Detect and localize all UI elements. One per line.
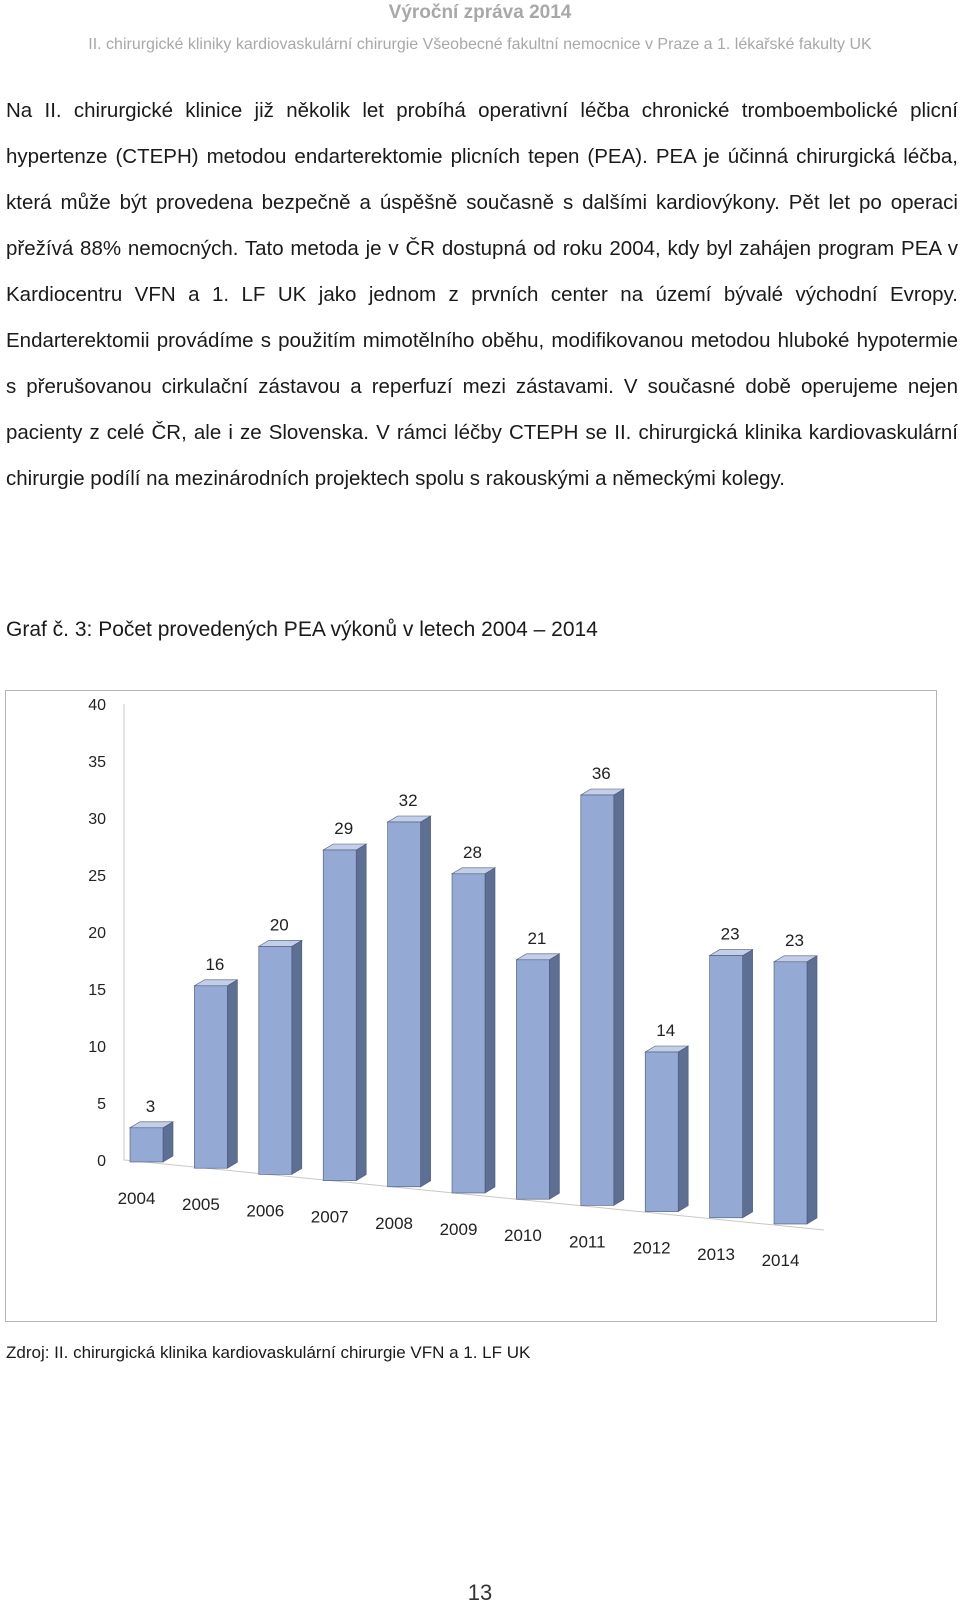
data-label: 23 (785, 930, 804, 950)
chart-container (5, 690, 937, 1322)
x-tick-label: 2011 (569, 1232, 606, 1252)
body-text (6, 88, 958, 502)
y-tick-label: 15 (88, 982, 106, 999)
report-title: Výroční zpráva 2014 (388, 2, 572, 23)
bar-side (292, 940, 302, 1174)
bar (323, 850, 356, 1181)
x-tick-label: 2005 (181, 1195, 220, 1215)
x-tick-label: 2007 (310, 1207, 349, 1227)
data-label: 14 (656, 1021, 676, 1040)
bar (581, 795, 614, 1205)
bar-side (614, 789, 624, 1205)
bar-side (485, 868, 495, 1193)
bar-side (421, 816, 431, 1187)
body-paragraph: Na II. chirurgické klinice již několik let probíhá operativní léčba chronické tromboembolické plicní hypertenze (CTEPH) metodou endarterektomie plicních tepen (PEA). PEA je účinná chirurgická léčba, která může být provedena bezpečně a úspěšně současně s dalšími kardiovýkony. Pět let po operaci přežívá 88% nemocných. Tato metoda je v ČR dostupná od roku 2004, kdy byl zahájen program PEA v Kardiocentru VFN a 1. LF UK jako jednom z prvních center na území bývalé východní Evropy. Endarterektomii provádíme s použitím mimotělního oběhu, modifikovanou metodou hluboké hypotermie s přerušovanou cirkulační zástavou a reperfuzí mezi zástavami. V současné době operujeme nejen pacienty z celé ČR, ale i ze Slovenska. V rámci léčby CTEPH se II. chirurgická klinika kardiovaskulární chirurgie podílí na mezinárodních projektech spolu s rakouskými a německými kolegy. (6, 99, 958, 490)
x-tick-label: 2004 (117, 1189, 156, 1208)
data-label: 3 (145, 1096, 156, 1116)
figure-caption: Graf č. 3: Počet provedených PEA výkonů v letech 2004 – 2014 (6, 618, 598, 641)
x-tick-label: 2008 (375, 1213, 414, 1233)
bar-chart (6, 691, 936, 1321)
y-tick-label: 20 (88, 925, 106, 942)
bar-side (356, 844, 366, 1181)
bar (774, 962, 807, 1224)
x-tick-label: 2012 (632, 1238, 671, 1258)
data-label: 16 (205, 954, 225, 974)
bar (194, 986, 227, 1168)
x-tick-label: 2009 (439, 1220, 478, 1239)
x-tick-label: 2006 (246, 1201, 285, 1221)
data-label: 28 (463, 842, 482, 862)
bar-side (807, 956, 817, 1224)
bar (388, 822, 421, 1187)
bar-side (743, 950, 753, 1218)
bar (130, 1128, 163, 1162)
data-label: 21 (527, 928, 547, 948)
y-tick-label: 25 (88, 868, 106, 885)
data-label: 29 (334, 819, 354, 838)
x-tick-label: 2010 (503, 1226, 542, 1246)
y-tick-label: 30 (88, 811, 106, 828)
bar-side (163, 1122, 173, 1162)
data-label: 36 (591, 764, 611, 783)
y-tick-label: 0 (97, 1153, 106, 1170)
bar (516, 960, 549, 1199)
y-tick-label: 10 (88, 1039, 106, 1056)
page-number: 13 (467, 1580, 493, 1605)
bar-side (549, 954, 559, 1199)
data-label: 32 (398, 791, 418, 810)
bar (645, 1052, 678, 1212)
bar (710, 956, 743, 1218)
y-tick-label: 5 (97, 1096, 106, 1113)
bar-side (227, 980, 237, 1168)
report-subtitle: II. chirurgické kliniky kardiovaskulární chirurgie Všeobecné fakultní nemocnice v Praze a 1. lékařské fakulty UK (88, 36, 872, 53)
bar (259, 946, 292, 1174)
x-tick-label: 2014 (761, 1251, 800, 1270)
data-label: 20 (269, 915, 289, 935)
bar (452, 874, 485, 1193)
data-label: 23 (720, 924, 740, 944)
figure-source: Zdroj: II. chirurgická klinika kardiovaskulární chirurgie VFN a 1. LF UK (6, 1343, 531, 1362)
y-tick-label: 35 (88, 754, 106, 771)
bar-side (678, 1046, 688, 1212)
y-tick-label: 40 (88, 697, 106, 714)
x-tick-label: 2013 (697, 1244, 736, 1264)
